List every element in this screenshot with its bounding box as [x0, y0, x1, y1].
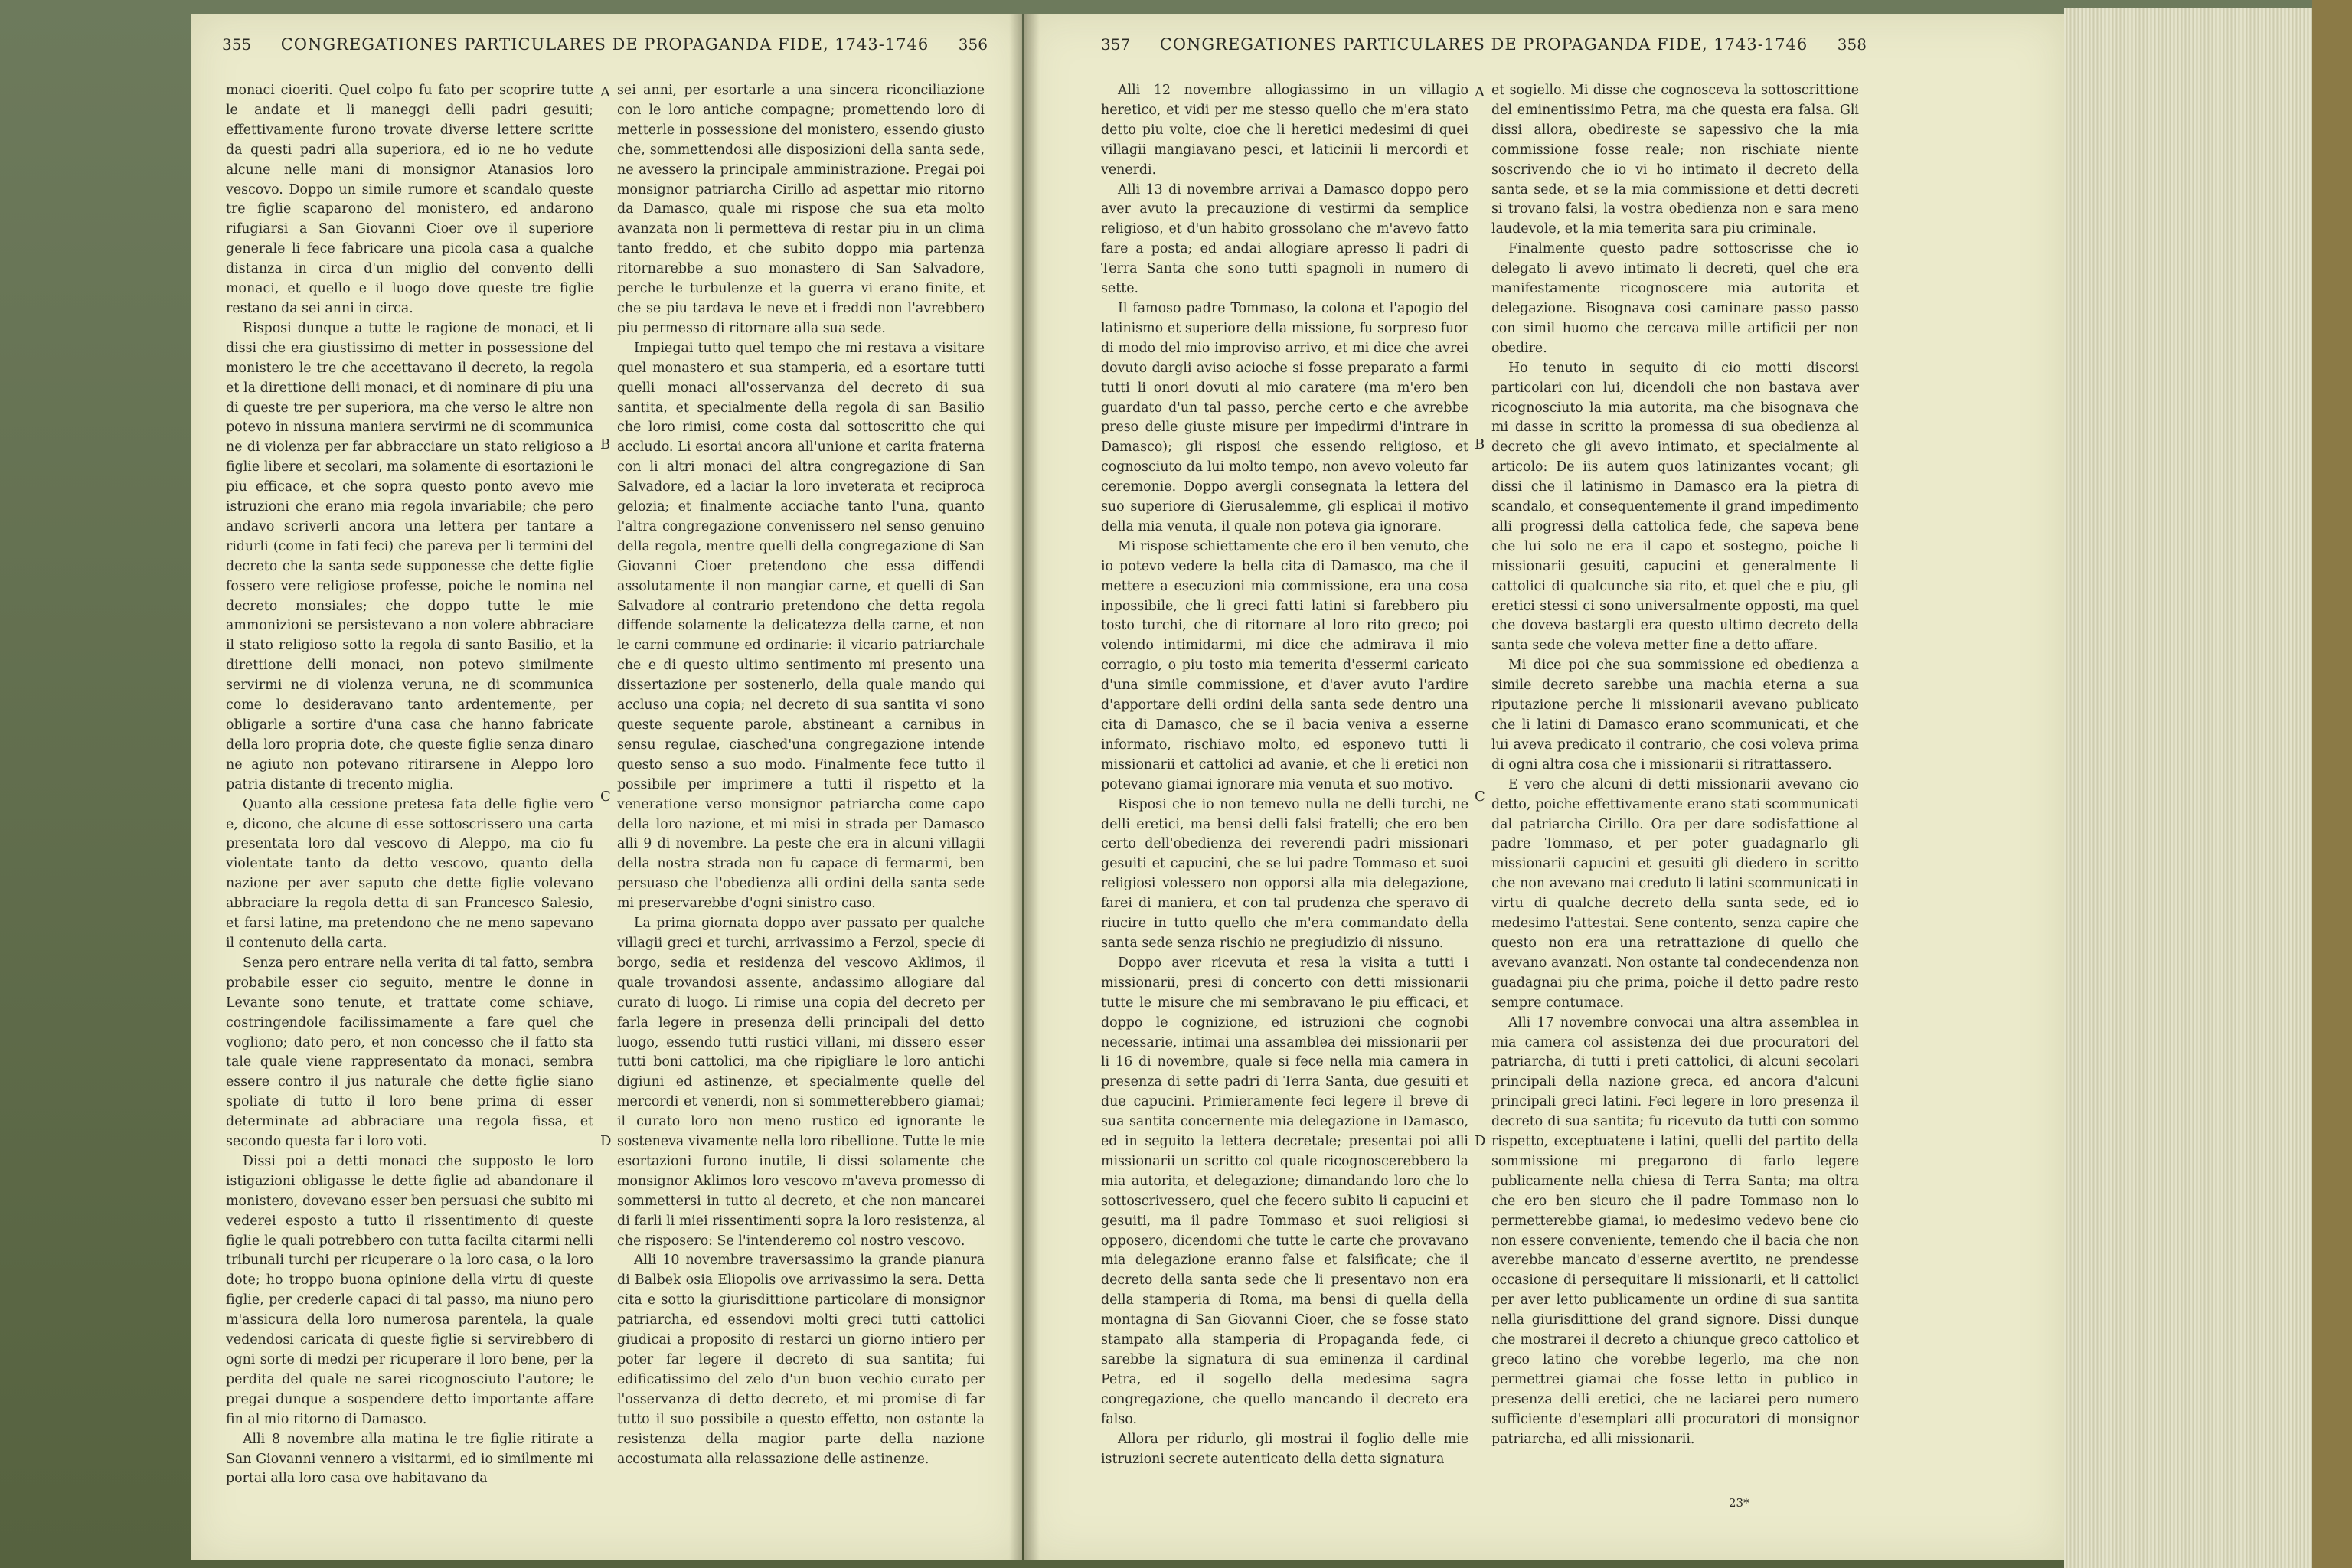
left-page-spread	[191, 14, 1022, 1560]
section-marker-d: D	[1475, 1133, 1486, 1149]
text-column-1	[226, 81, 593, 1490]
section-marker-d: D	[600, 1133, 612, 1149]
section-marker-c: C	[600, 789, 611, 805]
signature-mark: 23*	[1729, 1496, 1749, 1510]
page-number-356: 356	[958, 35, 988, 54]
paragraph: Mi rispose schiettamente che ero il ben venuto, che io potevo vedere la bella cita di Damasco, ma che il mettere a esecuzioni mia commissione, era una cosa inpossibile, che li greci fatti latini si farebbero piu tosto turchi, che di ritornare al loro rito greco; poi volendo intimidarmi, mi dice che admirava il mio corragio, o piu tosto mia temerita d'essermi caricato d'una simile commissione, et d'aver avuto l'ardire d'apportare delli ordini della santa sede dentro una cita di Damasco, che se il bacia veniva a esserne informato, rischiavo molto, ed esponevo tutti li missionarii et cattolici ad avanie, et che li eretici non potevano giamai ignorare mia venuta et suo motivo.	[1101, 538, 1468, 792]
section-marker-a: A	[600, 84, 610, 100]
paragraph: Alli 10 novembre traversassimo la grande pianura di Balbek osia Eliopolis ove arrivassimo la sera. Detta cita e sotto la giurisdittione particolare di monsignor patriarcha, ed essendovi molti greci tutti cattolici giudicai a proposito di restarci un giorno intiero per poter far legere il decreto di sua santita; fui edificatissimo del zelo d'un buon vechio curato per l'osservanza di detto decreto, et mi promise di far tutto il suo possibile a questo effetto, non ostante la resistenza della magior parte della nazione accostumata alla relassazione delle astinenze.	[617, 1253, 985, 1467]
right-page-spread	[1024, 14, 2064, 1560]
paragraph: Dissi poi a detti monaci che supposto le loro istigazioni obligasse le dette figlie ad abandonare il monistero, dovevano esser ben persuasi che subito mi vederei esposto a tutto il rissentimento di queste figlie le quali potrebbero con tutta facilta citarmi nelli tribunali turchi per ricuperare o la loro casa, o la loro dote; ho troppo buona opinione della virtu di queste figlie, per crederle capaci di tal passo, ma niuno pero m'assicura della loro numerosa parentela, la quale vedendosi caricata di queste figlie si servirebbero di ogni sorte di medzi per ricuperare il loro bene, per la perdita del quale ne sarei ricognosciuto l'autore; le pregai dunque a sospendere detto importante affare fin al mio ritorno di Damasco.	[226, 1153, 593, 1427]
section-marker-a: A	[1475, 84, 1485, 100]
paragraph: Alli 8 novembre alla matina le tre figlie ritirate a San Giovanni vennero a visitarmi, ed io similmente mi portai alla loro casa ove habitavano da	[226, 1431, 593, 1487]
book-cover-edge	[2312, 0, 2352, 1568]
section-marker-c: C	[1475, 789, 1485, 805]
paragraph: sei anni, per esortarle a una sincera riconciliazione con le loro antiche compagne; promettendo loro di metterle in possessione del monistero, essendo giusto che, sommettendosi alle disposizioni della santa sede, ne avessero la principale amministrazione. Pregai poi monsignor patriarcha Cirillo ad aspettar mio ritorno da Damasco, quale mi rispose che sua eta molto avanzata non li permetteva di restar piu in un clima tanto freddo, et che subito doppo mia partenza ritornarebbe a suo monastero di San Salvadore, perche le turbulenze et la guerra vi erano finite, et che se piu tardava le neve et i freddi non l'avrebbero piu permesso di ritornare alla sua sede.	[617, 83, 985, 336]
paragraph: La prima giornata doppo aver passato per qualche villagii greci et turchi, arrivassimo a Ferzol, specie di borgo, sedia et residenza del vescovo Aklimos, il quale trovandosi assente, andassimo allogiare dal curato di luogo. Li rimise una copia del decreto per farla legere in presenza delli principali del detto luogo, essendo tutti rustici villani, mi dissero esser tutti boni cattolici, ma che ripigliare le loro antichi digiuni ed astinenze, et specialmente quelle del mercordi et venerdi, non si sommetterebbero giamai; il curato loro non meno rustico ed ignorante le sosteneva vivamente nella loro ribellione. Tutte le mie esortazioni furono inutile, li dissi solamente che monsignor Aklimos loro vescovo m'aveva promesso di sommettersi in tutto al decreto, et che non mancarei di farli li miei rissentimenti sopra la loro resistenza, al che risposero: Se l'intenderemo col nostro vescovo.	[617, 916, 985, 1249]
running-title-right: CONGREGATIONES PARTICULARES DE PROPAGANDA FIDE, 1743-1746	[1159, 35, 1808, 54]
page-number-358: 358	[1837, 35, 1867, 54]
section-marker-b: B	[600, 436, 611, 452]
paragraph: monaci cioeriti. Quel colpo fu fato per scoprire tutte le andate et li maneggi delli padri gesuiti; effettivamente furono trovate diverse lettere scritte da questi padri alla superiora, ed io ne ho vedute alcune nelle mani di monsignor Atanasios loro vescovo. Doppo un simile rumore et scandalo queste tre figlie scaparono del monistero, ed andarono rifugiarsi a San Giovanni Cioer ove il superiore generale li fece fabricare una picola casa a qualche distanza in circa d'un miglio del convento delli monaci, et quello e il luogo dove queste tre figlie restano da sei anni in circa.	[226, 83, 593, 316]
paragraph: Mi dice poi che sua sommissione ed obedienza a simile decreto sarebbe una machia eterna a sua riputazione perche li missionarii avevano publicato che li latini di Damasco erano scommunicati, et che lui aveva predicato il contrario, che cosi voleva prima di ogni altra cosa che i missionarii si ritrattassero.	[1491, 658, 1859, 773]
paragraph: Risposi che io non temevo nulla ne delli turchi, ne delli eretici, ma bensi delli falsi fratelli; che ero ben certo dell'obedienza dei reverendi padri missionari gesuiti et capucini, che se lui padre Tommaso et suoi religiosi volessero non opporsi alla mia delegazione, farei di maniera, et con tal prudenza che speravo di riucire in tutto quello che m'era commandato della santa sede senza rischio ne pregiudizio di nissuno.	[1101, 796, 1468, 951]
section-marker-b: B	[1475, 436, 1485, 452]
text-column-2	[617, 81, 985, 1490]
paragraph: Allora per ridurlo, gli mostrai il foglio delle mie istruzioni secrete autenticato della detta signatura	[1101, 1431, 1468, 1467]
paragraph: Quanto alla cessione pretesa fata delle figlie vero e, dicono, che alcune di esse sottoscrissero una carta presentata loro dal vescovo di Aleppo, ma cio fu violentate tanto da detto vescovo, quanto della nazione per aver saputo che dette figlie volevano abbraciare la regola detta di san Francesco Salesio, et farsi latine, ma pretendono che ne meno sapevano il contenuto della carta.	[226, 796, 593, 951]
running-header-right	[1101, 35, 1867, 66]
paragraph: E vero che alcuni di detti missionarii avevano cio detto, poiche effettivamente erano stati scommunicati dal patriarcha Cirillo. Ora per dare sodisfattione al padre Tommaso, et per poter guadagnarlo gli missionarii capucini et gesuiti gli diedero in scritto che non avevano mai creduto li latini scommunicati in virtu di qualche decreto della santa sede, ed io medesimo l'attestai. Sene contento, senza capire che questo non era una retrattazione di quello che avevano avanzati. Non ostante tal condecendenza non guadagnai piu che prima, poiche il detto padre resto sempre contumace.	[1491, 776, 1859, 1011]
paragraph: Finalmente questo padre sottoscrisse che io delegato li avevo intimato li decreti, quel che era manifestamente ricognoscere mia autorita et delegazione. Bisognava cosi caminare passo passo con simil huomo che cercava mille artificii per non obedire.	[1491, 241, 1859, 356]
paragraph: Ho tenuto in sequito di cio motti discorsi particolari con lui, dicendoli che non bastava aver ricognosciuto la mia autorita, ma che bisognava che mi dasse in scritto la promessa di sua obedienza al decreto che gli avevo intimato, et specialmente al articolo: De iis autem quos latinizantes vocant; gli dissi che il latinismo in Damasco era la pietra di scandalo, et consequentemente il grand impedimento alli progressi della cattolica fede, che sapeva bene che lui solo ne era il capo et sostegno, poiche li missionarii gesuiti, capucini et generalmente li cattolici di qualcunche sia rito, et quel che e piu, gli eretici stessi ci sono universalmente opposti, ma quel che doveva bastargli era questo ultimo decreto della santa sede che voleva metter fine a detto affare.	[1491, 360, 1859, 654]
page-edges	[2064, 8, 2352, 1568]
page-number-355: 355	[222, 35, 252, 54]
page-number-357: 357	[1101, 35, 1131, 54]
paragraph: Risposi dunque a tutte le ragione de monaci, et li dissi che era giustissimo di metter in possessione del monistero le tre che accettavano il decreto, la regola et la direttione delli monaci, et di nominare di piu una di queste tre per superiora, ma che verso le altre non potevo in nissuna maniera servirmi ne di scommunica ne di violenza per far abbracciare un stato religioso a figlie libere et secolari, ma solamente di esortazioni le piu efficace, et che sopra questo ponto avevo mie istruzioni che erano mia regola invariabile; che pero andavo scriverli ancora una lettera per tantare a ridurli (come in fati feci) che pareva per li termini del decreto che la santa sede supponesse che dette figlie fossero vere religiose professe, poiche le nomina nel decreto monsiales; che doppo tutte le mie ammonizioni se persistevano a non volere abbraciare il stato religioso sotto la regola di santo Basilio, et la direttione delli monaci, non potevo similmente servirmi ne di violenza veruna, ne di scommunica come lo desideravano tanto ardentemente, per obligarle a sortire d'una casa che hanno fabricate della loro propria dote, che queste figlie senza dinaro ne agiuto non potevano ritirarsene in Aleppo loro patria distante di trecento miglia.	[226, 320, 593, 792]
text-column-3	[1101, 81, 1468, 1490]
paragraph: Doppo aver ricevuta et resa la visita a tutti i missionarii, presi di concerto con detti missionarii tutte le misure che mi sembravano le piu efficaci, et doppo le cognizione, ed istruzioni che cognobi necessarie, intimai una assamblea dei missionarii per li 16 di novembre, quale si fece nella mia camera in presenza di sette padri di Terra Santa, due gesuiti et due capucini. Primieramente feci legere il breve di sua santita concernente mia delegazione in Damasco, ed in seguito la lettera decretale; presentai poi alli missionarii un scritto col quale ricognoscerebbero la mia autorita, et delegazione; dimandando loro che lo sottoscrivessero, quel che fecero subito li capucini et gesuiti, ma il padre Tommaso et suoi religiosi si opposero, dicendomi che tutte le carte che provavano mia delegazione eranno false et falsificate; che il decreto della santa sede che li presentavo non era della stamperia di Roma, ma bensi di quella della montagna di San Giovanni Cioer, che se fosse stato stampato alla stamperia di Propaganda fede, ci sarebbe la signatura di sua eminenza il cardinal Petra, ed il sogello della medesima sagra congregazione, che quello mancando il decreto era falso.	[1101, 955, 1468, 1427]
paragraph: Il famoso padre Tommaso, la colona et l'apogio del latinismo et superiore della missione, fu sorpreso fuor di modo del mio improviso arrivo, et mi dice che avrei dovuto dargli aviso acioche si fosse preparato a farmi tutti li onori dovuti al mio caratere (ma m'ero ben guardato d'un tal passo, perche certo e che avrebbe preso delle giuste misure per impedirmi d'intrare in Damasco); gli risposi che essendo religioso, et cognosciuto da lui molto tempo, non avevo voleuto far ceremonie. Doppo avergli consegnata la lettera del suo superiore di Gierusalemme, gli esplicai il motivo della mia venuta, il quale non poteva gia ignorare.	[1101, 300, 1468, 534]
running-header-left	[222, 35, 988, 66]
paragraph: Alli 13 di novembre arrivai a Damasco doppo pero aver avuto la precauzione di vestirmi da semplice religioso, et d'un habito grossolano che m'avevo fatto fare a posta; ed andai allogiare apresso li padri di Terra Santa che sono tutti spagnoli in numero di sette.	[1101, 181, 1468, 297]
paragraph: Impiegai tutto quel tempo che mi restava a visitare quel monastero et sua stamperia, ed a esortare tutti quelli monaci all'osservanza del decreto di sua santita, et specialmente della regola di san Basilio che loro rimisi, come costa dal sottoscritto che qui accludo. Li esortai ancora all'unione et carita fraterna con li altri monaci del altra congregazione di San Salvadore, ed a laciar la loro inveterata et reciproca gelozia; et finalmente acciache tanto l'una, quanto l'altra congregazione convenissero nel senso genuino della regola, mentre quelli della congregazione di San Giovanni Cioer pretendono che essa diffendi assolutamente il non mangiar carne, et quelli di San Salvadore al contrario pretendono che detta regola diffende solamente la delicatezza della carne, et non le carni commune ed ordinarie: il vicario patriarchale che e di questo ultimo sentimento mi presento una dissertazione per sostenerlo, della quale mando qui accluso una copia; nel decreto di sua santita vi sono queste sequente parole, abstineant a carnibus in sensu regulae, ciasched'una congregazione intende questo senso a suo modo. Finalmente fece tutto il possibile per imprimere a tutti il rispetto et la veneratione verso monsignor patriarcha come capo della loro nazione, et mi misi in strada per Damasco alli 9 di novembre. La peste che era in alcuni villagii della nostra strada non fu capace di fermarmi, ben persuaso che l'obedienza alli ordini della santa sede mi preservarebbe d'ogni sinistro caso.	[617, 340, 985, 912]
text-column-4	[1491, 81, 1859, 1467]
paragraph: et sogiello. Mi disse che cognosceva la sottoscrittione del eminentissimo Petra, ma che questa era falsa. Gli dissi allora, obedireste se sapessivo che la mia commissione fosse reale; non rischiate niente soscrivendo che io vi ho intimato il decreto della santa sede, et se la mia commissione et detti decreti si trovano falsi, la vostra obedienza non e sara meno laudevole, et la mia temerita sara piu criminale.	[1491, 83, 1859, 237]
paragraph: Senza pero entrare nella verita di tal fatto, sembra probabile esser cio seguito, mentre le donne in Levante sono tenute, et trattate come schiave, costringendole facilissimamente a fare quel che vogliono; dato pero, et non concesso che il fatto sta tale quale viene rappresentato da monaci, sembra essere contro il jus naturale che dette figlie siano spoliate di tutto il loro bene prima di esser determinate ad abbraciare una regola fissa, et secondo questa far i loro voti.	[226, 955, 593, 1150]
paragraph: Alli 17 novembre convocai una altra assemblea in mia camera col assistenza dei due procuratori del patriarcha, di tutti i preti cattolici, di alcuni secolari principali della nazione greca, ed ancora d'alcuni principali greci latini. Feci legere in loro presenza il decreto di sua santita; fu ricevuto da tutti con sommo rispetto, exceptuatene i latini, quelli del partito della sommissione mi pregarono di farlo legere publicamente nella chiesa di Terra Santa; ma oltra che ero ben sicuro che il padre Tommaso non lo permetterebbe giamai, io medesimo vedevo bene cio non essere conveniente, temendo che il bacia che non averebbe mancato d'esserne avertito, ne prendesse occasione di persequitare li missionarii, et li cattolici per aver letto publicamente un ordine di sua santita nella giurisdittione del grand signore. Dissi dunque che mostrarei il decreto a chiunque greco cattolico et greco latino che vorebbe legerlo, ma che non permettrei giamai che fosse letto in publico in presenza delli eretici, che ne laciarei pero numero sufficiente d'esemplari alli procuratori di monsignor patriarcha, ed alli missionarii.	[1491, 1014, 1859, 1447]
paragraph: Alli 12 novembre allogiassimo in un villagio heretico, et vidi per me stesso quello che m'era stato detto piu volte, cioe che li heretici medesimi di quei villagii mangiavano pesci, et laticinii li mercordi et venerdi.	[1101, 83, 1468, 178]
running-title-left: CONGREGATIONES PARTICULARES DE PROPAGANDA FIDE, 1743-1746	[280, 35, 929, 54]
